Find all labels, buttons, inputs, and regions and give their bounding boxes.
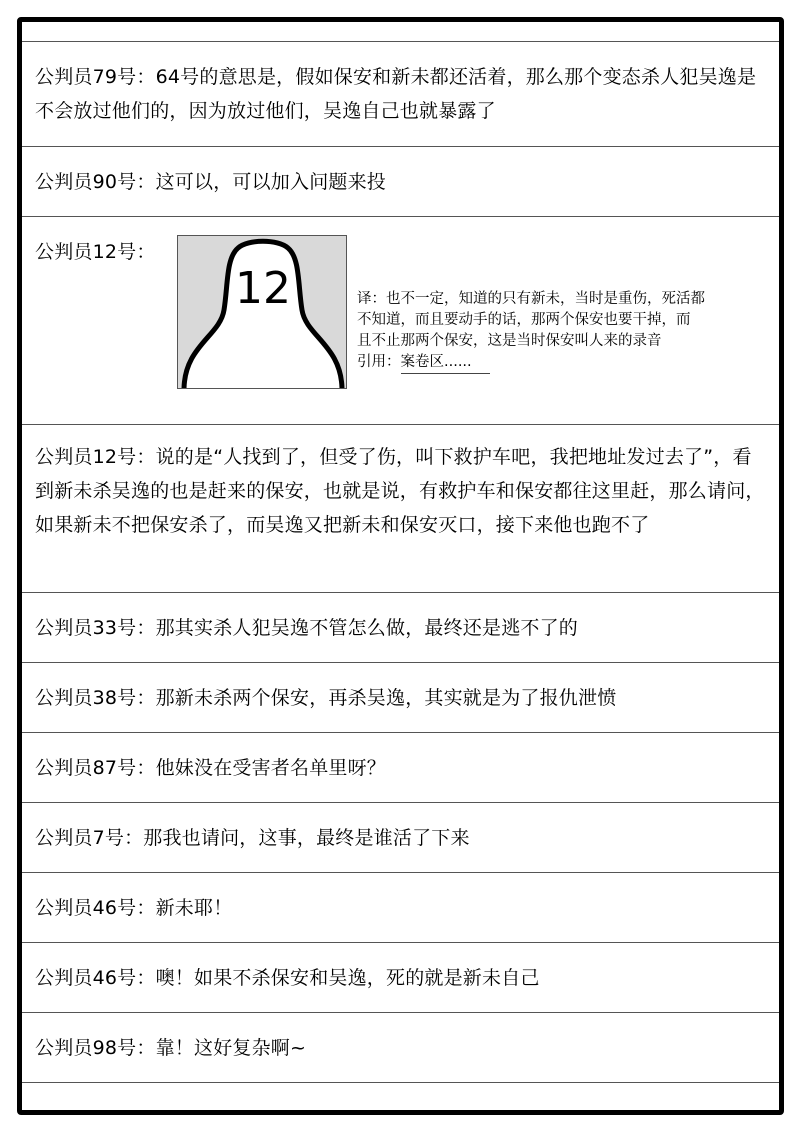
comment-text: 公判员46号：新未耶！	[35, 897, 233, 919]
list-item	[22, 873, 779, 943]
list-item	[22, 803, 779, 873]
avatar	[177, 235, 347, 389]
comment-text: 公判员12号：说的是“人找到了，但受了伤，叫下救护车吧，我把地址发过去了”，看到新未杀吴逸的也是赶来的保安，也就是说，有救护车和保安都往这里赶，那么请问，如果新未不把保安杀了，而吴逸又把新未和保安灭口，接下来他也跑不了	[35, 446, 765, 536]
speaker-name: 公判员38号	[35, 687, 137, 709]
caption-line: 且不止那两个保安，这是当时保安叫人来的录音	[357, 333, 662, 349]
comment-body: 新未耶！	[155, 897, 233, 919]
comment-text: 公判员7号：那我也请问，这事，最终是谁活了下来	[35, 827, 470, 849]
caption-line: 不知道，而且要动手的话，那两个保安也要干掉，而	[357, 312, 691, 328]
comment-body: 那我也请问，这事，最终是谁活了下来	[143, 827, 470, 849]
comment-text: 公判员90号：这可以，可以加入问题来投	[35, 171, 386, 193]
comment-text: 公判员79号：64号的意思是，假如保安和新未都还活着，那么那个变态杀人犯吴逸是不会放过他们的，因为放过他们，吴逸自己也就暴露了	[35, 66, 757, 122]
avatar-number: 12	[235, 263, 291, 314]
speaker-name: 公判员7号	[35, 827, 125, 849]
comment-text: 公判员98号：靠！这好复杂啊~	[35, 1037, 307, 1059]
comment-body: 这可以，可以加入问题来投	[155, 171, 386, 193]
comment-body: 那其实杀人犯吴逸不管怎么做，最终还是逃不了的	[155, 617, 578, 639]
comic-panel-frame	[17, 17, 784, 1115]
list-item	[22, 42, 779, 147]
comment-text: 公判员87号：他妹没在受害者名单里呀？	[35, 757, 386, 779]
person-silhouette-icon	[178, 236, 347, 389]
caption-reference: 引用：案卷区......	[357, 352, 757, 374]
comment-text: 公判员33号：那其实杀人犯吴逸不管怎么做，最终还是逃不了的	[35, 617, 578, 639]
list-item	[22, 943, 779, 1013]
caption-reference-link: 案卷区......	[401, 352, 490, 374]
comment-text: 公判员12号：	[35, 241, 156, 263]
comment-body: 那新未杀两个保安，再杀吴逸，其实就是为了报仇泄愤	[155, 687, 617, 709]
speaker-name: 公判员12号	[35, 446, 137, 468]
list-item	[22, 663, 779, 733]
comment-body: 说的是“人找到了，但受了伤，叫下救护车吧，我把地址发过去了”，看到新未杀吴逸的也是赶来的保安，也就是说，有救护车和保安都往这里赶，那么请问，如果新未不把保安杀了，而吴逸又把新未和保安灭口，接下来他也跑不了	[35, 446, 765, 536]
speaker-name: 公判员90号	[35, 171, 137, 193]
speaker-name: 公判员12号	[35, 241, 137, 263]
comment-body: 64号的意思是，假如保安和新未都还活着，那么那个变态杀人犯吴逸是不会放过他们的，因为放过他们，吴逸自己也就暴露了	[35, 66, 757, 122]
comment-body: 靠！这好复杂啊~	[155, 1037, 307, 1059]
translation-caption	[357, 289, 757, 374]
list-item	[22, 147, 779, 217]
speaker-name: 公判员87号	[35, 757, 137, 779]
speaker-name: 公判员79号	[35, 66, 137, 88]
caption-line: 译：也不一定，知道的只有新未，当时是重伤，死活都	[357, 291, 705, 307]
speaker-name: 公判员46号	[35, 897, 137, 919]
speaker-name: 公判员46号	[35, 967, 137, 989]
list-item-with-avatar	[22, 217, 779, 425]
speaker-name: 公判员33号	[35, 617, 137, 639]
speaker-name: 公判员98号	[35, 1037, 137, 1059]
comment-body: 他妹没在受害者名单里呀？	[155, 757, 386, 779]
top-divider-row	[22, 22, 779, 42]
comment-body: 噢！如果不杀保安和吴逸，死的就是新未自己	[155, 967, 540, 989]
list-item	[22, 593, 779, 663]
list-item	[22, 733, 779, 803]
comment-text: 公判员38号：那新未杀两个保安，再杀吴逸，其实就是为了报仇泄愤	[35, 687, 617, 709]
list-item	[22, 1013, 779, 1083]
list-item	[22, 425, 779, 593]
comment-text: 公判员46号：噢！如果不杀保安和吴逸，死的就是新未自己	[35, 967, 540, 989]
